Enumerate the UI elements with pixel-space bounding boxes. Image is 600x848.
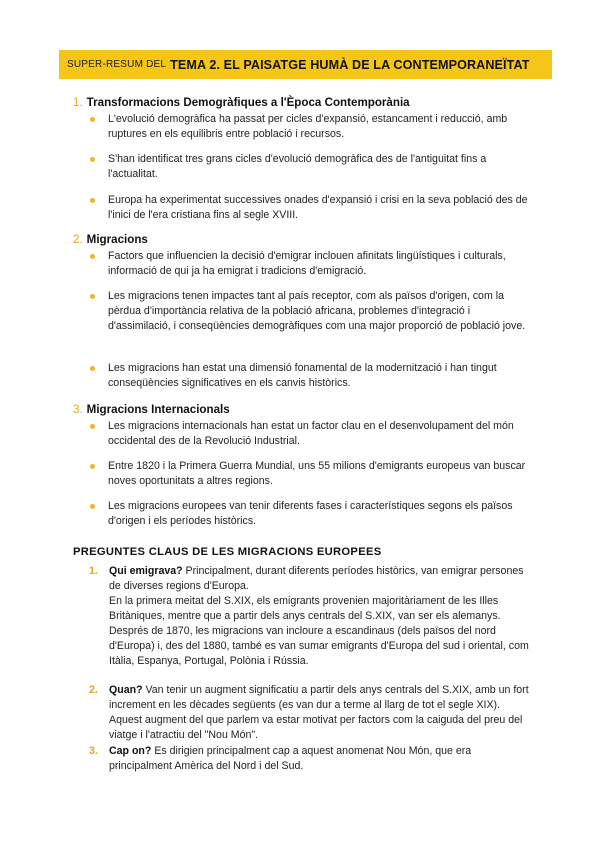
bullet-icon xyxy=(90,294,95,299)
bullet-text: L'evolució demogràfica ha passat per cicles d'expansió, estancament i reducció, amb ruptures en els equilibris entre població i recursos. xyxy=(108,113,508,140)
section-title-text: Migracions Internacionals xyxy=(86,403,230,416)
section-2-title xyxy=(73,233,148,246)
question-item xyxy=(89,683,529,743)
list-item xyxy=(108,499,528,529)
section-1-title xyxy=(73,96,410,109)
list-item xyxy=(108,361,528,391)
bullet-icon xyxy=(90,117,95,122)
bullet-icon xyxy=(90,254,95,259)
question-number: 2. xyxy=(89,684,98,696)
bullet-text: S'han identificat tres grans cicles d'evolució demogràfica des de l'antiguitat fins a l'actualitat. xyxy=(108,153,487,180)
list-item xyxy=(108,152,528,182)
section-number: 2. xyxy=(73,233,83,246)
bullet-icon xyxy=(90,464,95,469)
bullet-icon xyxy=(90,198,95,203)
question-answer: Principalment, durant diferents períodes històrics, van emigrar persones de diverses regions d'Europa. xyxy=(109,565,524,592)
list-item xyxy=(108,249,528,279)
bullet-text: Europa ha experimentat successives onades d'expansió i crisi en la seva població des de l'inici de l'era cristiana fins al segle XVIII. xyxy=(108,194,528,221)
page-title: TEMA 2. EL PAISATGE HUMÀ DE LA CONTEMPORANEÏTAT xyxy=(170,57,530,72)
question-number: 1. xyxy=(89,565,98,577)
question-item xyxy=(89,564,529,669)
bullet-text: Factors que influencien la decisió d'emigrar inclouen afinitats lingüístiques i culturals, informació de qui ja ha emigrat i tradicions d'emigració. xyxy=(108,250,506,277)
bullet-icon xyxy=(90,424,95,429)
list-item xyxy=(108,459,528,489)
section-3-title xyxy=(73,403,230,416)
question-answer: Es dirigien principalment cap a aquest anomenat Nou Món, que era principalment Amèrica del Nord i del Sud. xyxy=(109,745,472,772)
questions-heading: PREGUNTES CLAUS DE LES MIGRACIONS EUROPEES xyxy=(73,546,382,558)
section-title-text: Migracions xyxy=(86,233,148,246)
question-item xyxy=(89,744,529,774)
question-label: Quan? xyxy=(109,684,143,696)
bullet-text: Les migracions europees van tenir diferents fases i característiques segons els països d'origen i els períodes històrics. xyxy=(108,500,513,527)
list-item xyxy=(108,289,528,334)
bullet-text: Les migracions han estat una dimensió fonamental de la modernització i han tingut conseqüències significatives en els canvis històrics. xyxy=(108,362,497,389)
list-item xyxy=(108,112,528,142)
bullet-icon xyxy=(90,157,95,162)
section-title-text: Transformacions Demogràfiques a l'Època Contemporània xyxy=(86,96,410,109)
question-answer-detail: En la primera meitat del S.XIX, els emigrants provenien majoritàriament de les Illes Britàniques, mentre que a partir dels anys centrals del S.XIX, van ser els alemanys. Després de 1870, les migracions van incloure a escandinaus (dels països del nord d'Europa) i, des del 1880, també es van sumar emigrants d'Europa del sud i oriental, com Itàlia, Espanya, Portugal, Polònia i Rússia. xyxy=(109,595,529,667)
bullet-icon xyxy=(90,366,95,371)
section-number: 1. xyxy=(73,96,83,109)
list-item xyxy=(108,419,528,449)
question-label: Cap on? xyxy=(109,745,152,757)
question-label: Qui emigrava? xyxy=(109,565,183,577)
question-number: 3. xyxy=(89,745,98,757)
question-answer: Van tenir un augment significatiu a partir dels anys centrals del S.XIX, amb un fort increment en les dècades següents (es van dur a terme al llarg de tot el segle XIX). Aquest augment del que parlem va estar motivat per factors com la caiguda del preu del viatge i l'atractiu del "Nou Món". xyxy=(109,684,529,741)
header-prefix: SUPER-RESUM DEL xyxy=(67,59,167,70)
list-item xyxy=(108,193,528,223)
bullet-text: Entre 1820 i la Primera Guerra Mundial, uns 55 milions d'emigrants europeus van buscar noves oportunitats a altres regions. xyxy=(108,460,526,487)
bullet-icon xyxy=(90,504,95,509)
bullet-text: Les migracions tenen impactes tant al país receptor, com als països d'origen, com la pèrdua d'importància relativa de la població africana, problemes d'integració i d'assimilació, i conseqüències demogràfiques com una major proporció de població jove. xyxy=(108,290,526,332)
section-number: 3. xyxy=(73,403,83,416)
bullet-text: Les migracions internacionals han estat un factor clau en el desenvolupament del món occidental des de la Revolució Industrial. xyxy=(108,420,514,447)
header-banner xyxy=(59,50,552,79)
